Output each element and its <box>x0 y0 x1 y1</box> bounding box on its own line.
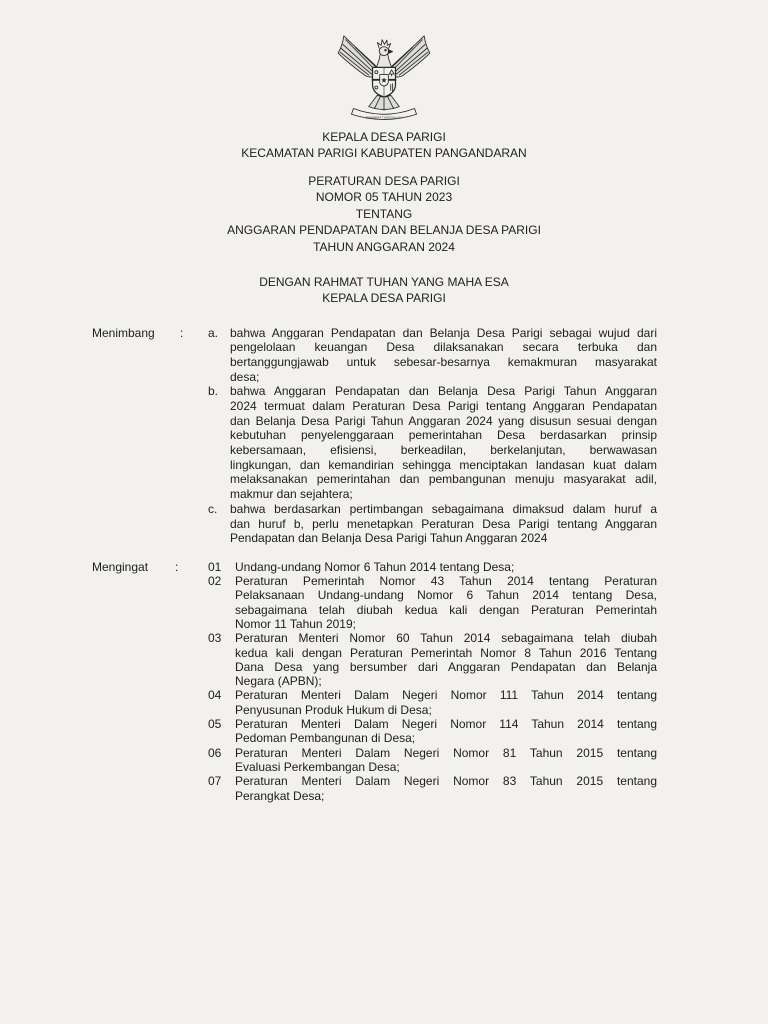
item-line: sebagaimana telah diubah kedua kali dengan Peraturan Pemerintah <box>235 602 657 617</box>
item-line: 2024 termuat dalam Peraturan Desa Parigi tentang Anggaran Pendapatan <box>230 399 657 414</box>
item-line: Peraturan Menteri Dalam Negeri Nomor 81 Tahun 2015 tentang <box>235 745 657 760</box>
legal-basis-item-06 <box>208 746 657 775</box>
regulation-subject: ANGGARAN PENDAPATAN DAN BELANJA DESA PARIGI <box>227 223 541 238</box>
item-line: Negara (APBN); <box>235 674 322 689</box>
legal-basis-list <box>208 560 657 803</box>
authority-title: KEPALA DESA PARIGI <box>322 130 446 144</box>
garuda-emblem <box>336 32 432 120</box>
regulation-about: TENTANG <box>355 206 413 221</box>
item-marker: 05 <box>208 717 222 732</box>
clause-colon: : <box>175 559 179 574</box>
authority-district: KECAMATAN PARIGI KABUPATEN PANGANDARAN <box>241 146 527 160</box>
item-marker: a. <box>208 325 219 340</box>
item-marker: 04 <box>208 688 222 703</box>
item-line: makmur dan sejahtera; <box>230 487 353 502</box>
item-text <box>230 326 657 385</box>
pancasila-shield <box>373 67 396 97</box>
item-text <box>235 574 657 631</box>
legal-basis-item-01 <box>208 560 657 574</box>
item-line: dan huruf b, perlu menetapkan Peraturan Desa Parigi tentang Anggaran <box>230 516 657 531</box>
clause-label: Menimbang <box>92 325 155 340</box>
item-line: kebersamaan, efisiensi, berkeadilan, berkelanjutan, berwawasan <box>230 443 657 458</box>
item-line: lingkungan, dan kemandirian sehingga menciptakan landasan kuat dalam <box>230 457 657 472</box>
item-text <box>235 688 657 717</box>
item-text <box>230 384 657 502</box>
garuda-eye <box>385 49 387 51</box>
legal-basis-item-02 <box>208 574 657 631</box>
issuing-authority <box>0 129 768 161</box>
right-wing <box>391 36 430 77</box>
item-line: bahwa Anggaran Pendapatan dan Belanja Desa Parigi Tahun Anggaran <box>230 384 657 399</box>
consideration-item-c <box>208 502 657 546</box>
item-line: Nomor 11 Tahun 2019; <box>235 616 356 631</box>
item-marker: 03 <box>208 631 222 646</box>
item-line: bertanggungjawab untuk sebesar-besarnya kemakmuran masyarakat <box>230 354 657 369</box>
item-line: Undang-undang Nomor 6 Tahun 2014 tentang Desa; <box>235 559 515 574</box>
preamble-issuer: KEPALA DESA PARIGI <box>322 291 446 305</box>
emblem-motto: BHINNEKA TUNGGAL IKA <box>365 115 403 120</box>
item-marker: b. <box>208 384 219 399</box>
legal-basis-item-07 <box>208 774 657 803</box>
item-line: pengelolaan keuangan Desa dilaksanakan secara terbuka dan <box>230 340 657 355</box>
garuda-neck <box>376 54 391 67</box>
consideration-item-b <box>208 384 657 502</box>
garuda-beak <box>388 50 392 54</box>
legal-basis-item-03 <box>208 631 657 688</box>
regulation-fiscal-year: TAHUN ANGGARAN 2024 <box>313 239 455 254</box>
item-line: kebutuhan penyelenggaraan pemerintahan Desa berdasarkan prinsip <box>230 428 657 443</box>
legal-basis-item-04 <box>208 688 657 717</box>
item-line: Penyusunan Produk Hukum di Desa; <box>235 702 432 717</box>
regulation-number: NOMOR 05 TAHUN 2023 <box>315 190 453 205</box>
item-marker: 02 <box>208 574 222 589</box>
item-line: Dana Desa yang bersumber dari Anggaran Pendapatan dan Belanja <box>235 659 657 674</box>
item-line: Pendapatan dan Belanja Desa Parigi Tahun Anggaran 2024 <box>230 531 548 546</box>
item-marker: 06 <box>208 745 222 760</box>
item-line: Peraturan Pemerintah Nomor 43 Tahun 2014 tentang Peraturan <box>235 574 657 589</box>
item-line: Peraturan Menteri Dalam Negeri Nomor 111 Tahun 2014 tentang <box>235 688 657 703</box>
item-line: bahwa Anggaran Pendapatan dan Belanja Desa Parigi sebagai wujud dari <box>230 325 657 340</box>
item-text <box>235 717 657 746</box>
item-text <box>235 631 657 688</box>
legal-basis-item-05 <box>208 717 657 746</box>
item-line: Pelaksanaan Undang-undang Nomor 6 Tahun 2014 tentang Desa, <box>235 588 657 603</box>
garuda-head <box>379 47 389 56</box>
item-line: Peraturan Menteri Dalam Negeri Nomor 83 Tahun 2015 tentang <box>235 774 657 789</box>
left-wing <box>338 36 377 77</box>
item-marker: 07 <box>208 774 222 789</box>
item-line: Peraturan Menteri Dalam Negeri Nomor 114 Tahun 2014 tentang <box>235 717 657 732</box>
item-marker: 01 <box>208 559 222 574</box>
item-marker: c. <box>208 501 218 516</box>
consideration-list <box>208 326 657 546</box>
preamble-invocation: DENGAN RAHMAT TUHAN YANG MAHA ESA <box>259 275 509 289</box>
preamble <box>0 274 768 306</box>
item-line: bahwa berdasarkan pertimbangan sebagaimana dimaksud dalam huruf a <box>230 501 657 516</box>
item-text <box>235 774 657 803</box>
clause-label: Mengingat <box>92 559 149 574</box>
item-line: kedua kali dengan Peraturan Pemerintah Nomor 8 Tahun 2016 Tentang <box>235 645 657 660</box>
item-line: Evaluasi Perkembangan Desa; <box>235 759 400 774</box>
clause-colon: : <box>180 325 184 340</box>
item-text <box>230 502 657 546</box>
item-line: Perangkat Desa; <box>235 788 325 803</box>
regulation-type: PERATURAN DESA PARIGI <box>308 174 460 188</box>
item-line: desa; <box>230 369 260 384</box>
regulation-title-block <box>0 173 768 255</box>
item-line: melaksanakan pemerintahan dan pembangunan menuju masyarakat adil, <box>230 472 657 487</box>
consideration-item-a <box>208 326 657 385</box>
item-line: dan Belanja Desa Parigi Tahun Anggaran 2024 yang disusun sesuai dengan <box>230 413 657 428</box>
item-text <box>235 746 657 775</box>
item-line: Peraturan Menteri Nomor 60 Tahun 2014 sebagaimana telah diubah <box>235 631 657 646</box>
item-line: Pedoman Pembangunan di Desa; <box>235 731 416 746</box>
item-text <box>235 560 657 574</box>
